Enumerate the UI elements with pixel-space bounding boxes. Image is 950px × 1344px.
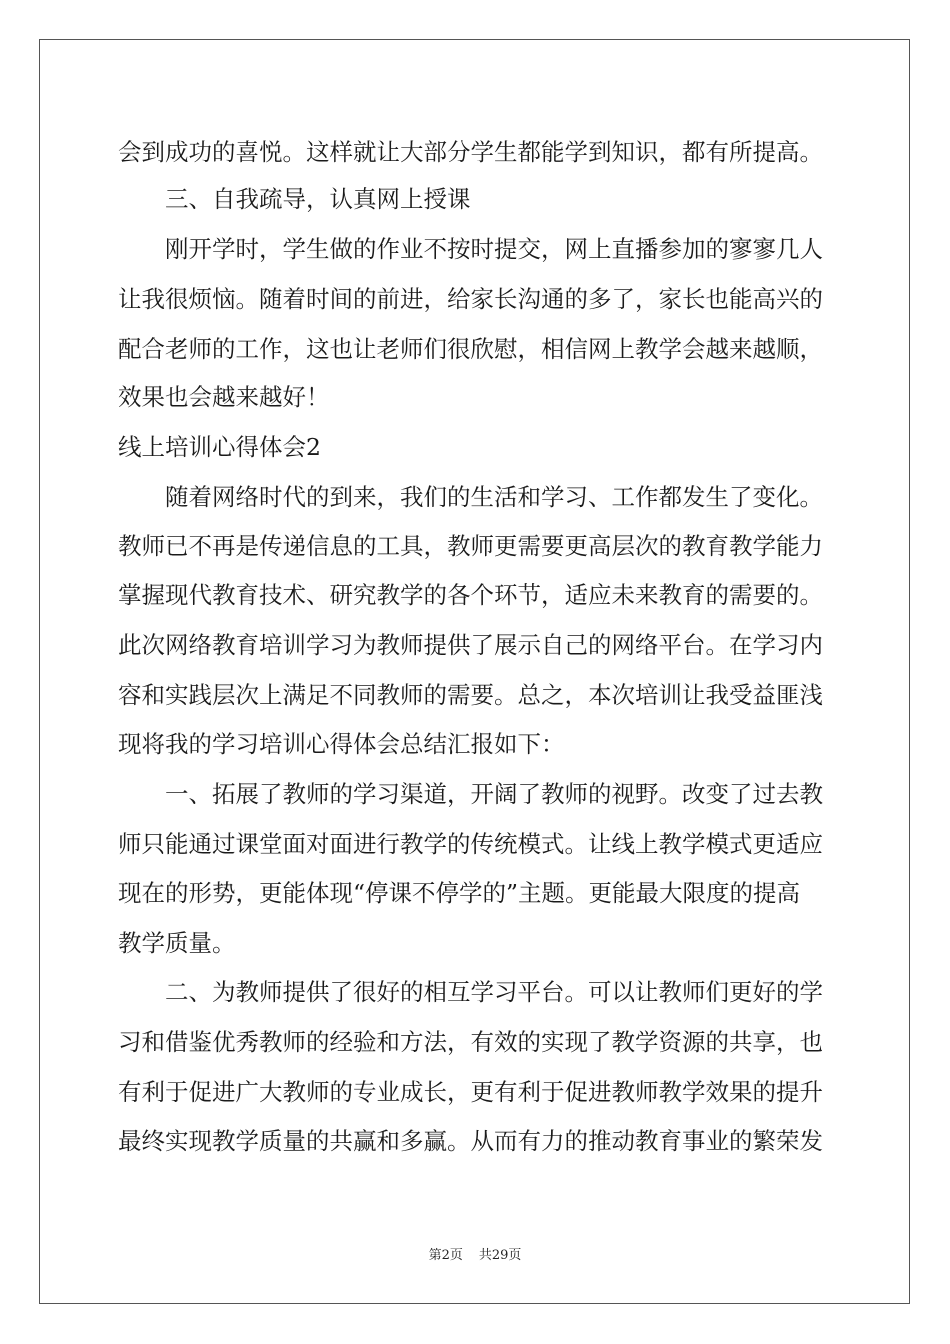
text-line: 掌握现代教育技术、研究教学的各个环节，适应未来教育的需要的。	[118, 581, 823, 609]
text-line: 随着网络时代的到来，我们的生活和学习、工作都发生了变化。	[118, 483, 823, 511]
text-line: 教师已不再是传递信息的工具，教师更需要更高层次的教育教学能力	[118, 532, 823, 560]
text-line: 让我很烦恼。随着时间的前进，给家长沟通的多了，家长也能高兴的	[118, 285, 823, 313]
page-border	[39, 39, 910, 1304]
text-line: 三、自我疏导，认真网上授课	[118, 185, 471, 213]
text-line: 现将我的学习培训心得体会总结汇报如下：	[118, 730, 565, 758]
text-line: 习和借鉴优秀教师的经验和方法，有效的实现了教学资源的共享，也	[118, 1028, 823, 1056]
text-line: 教学质量。	[118, 929, 236, 957]
text-line: 线上培训心得体会2	[118, 433, 321, 461]
text-line: 二、为教师提供了很好的相互学习平台。可以让教师们更好的学	[118, 978, 823, 1006]
text-line: 刚开学时，学生做的作业不按时提交，网上直播参加的寥寥几人	[118, 235, 823, 263]
text-line: 配合老师的工作，这也让老师们很欣慰，相信网上教学会越来越顺，	[118, 335, 823, 363]
text-line: 最终实现教学质量的共赢和多赢。从而有力的推动教育事业的繁荣发	[118, 1127, 823, 1155]
text-line: 现在的形势，更能体现“停课不停学的”主题。更能最大限度的提高	[118, 879, 801, 907]
page-number: 第2页	[428, 1248, 463, 1263]
text-line: 效果也会越来越好！	[118, 383, 330, 411]
text-line: 容和实践层次上满足不同教师的需要。总之，本次培训让我受益匪浅	[118, 681, 823, 709]
text-line: 会到成功的喜悦。这样就让大部分学生都能学到知识，都有所提高。	[118, 138, 823, 166]
text-line: 一、拓展了教师的学习渠道，开阔了教师的视野。改变了过去教	[118, 780, 823, 808]
page-total: 共29页	[478, 1248, 522, 1263]
page-footer	[0, 1244, 950, 1263]
text-line: 此次网络教育培训学习为教师提供了展示自己的网络平台。在学习内	[118, 631, 823, 659]
text-line: 师只能通过课堂面对面进行教学的传统模式。让线上教学模式更适应	[118, 830, 823, 858]
text-line: 有利于促进广大教师的专业成长，更有利于促进教师教学效果的提升	[118, 1078, 823, 1106]
